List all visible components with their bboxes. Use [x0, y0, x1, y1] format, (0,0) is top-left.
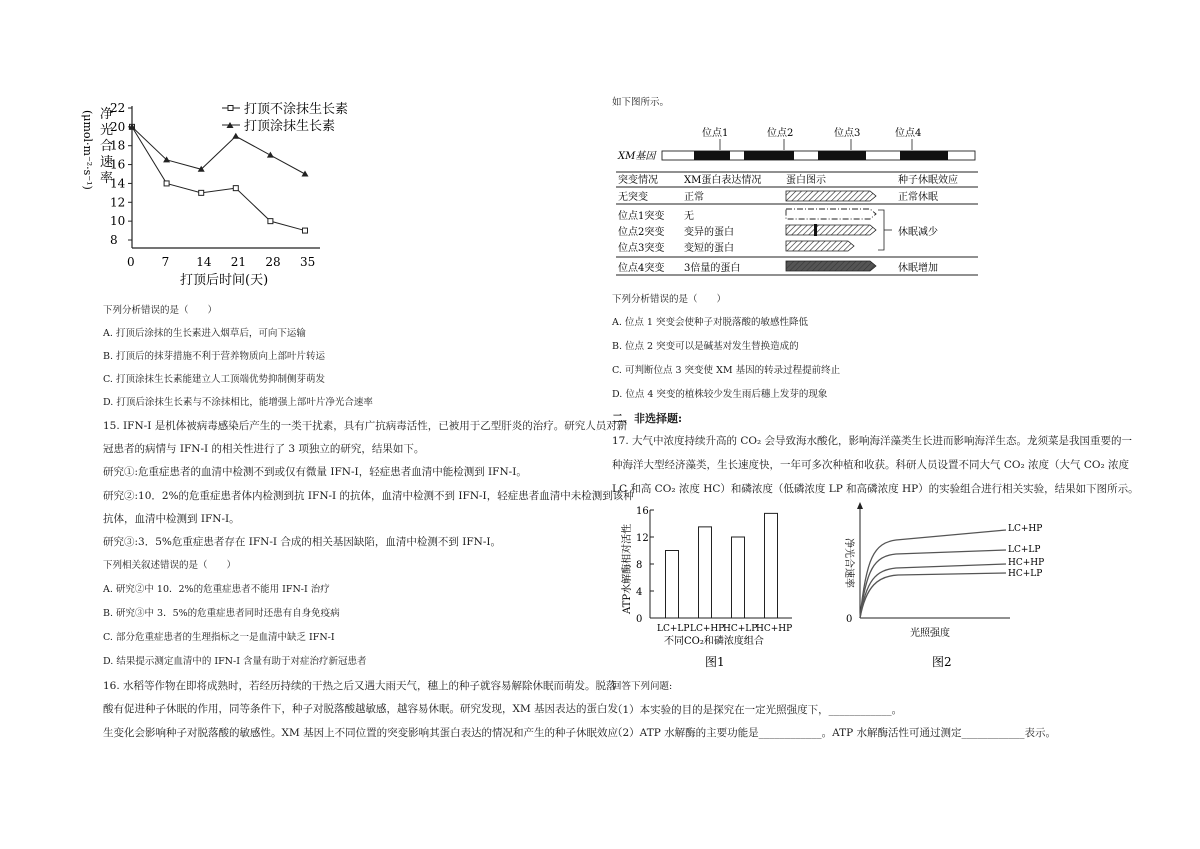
- table-header: 蛋白图示: [786, 175, 826, 186]
- bar: [765, 513, 778, 618]
- q16-option-c[interactable]: C. 可判断位点 3 突变使 XM 基因的转录过程提前终止: [612, 365, 841, 376]
- q15-line: 抗体，血清中检测到 IFN-I。: [103, 513, 240, 525]
- data-point-triangle: [302, 171, 309, 177]
- row-expression: 无: [684, 211, 694, 222]
- bar: [732, 537, 745, 618]
- row-mutation: 位点4突变: [618, 263, 665, 274]
- y-tick-label: 8: [636, 560, 643, 571]
- x-tick-label: 21: [230, 255, 247, 269]
- row-mutation: 位点2突变: [618, 227, 665, 238]
- fig2-origin: 0: [846, 614, 853, 625]
- q15-option-c[interactable]: C. 部分危重症患者的生理指标之一是血清中缺乏 IFN-I: [103, 632, 335, 643]
- q15-option-a[interactable]: A. 研究②中 10．2%的危重症患者不能用 IFN-I 治疗: [103, 584, 330, 595]
- table-header: 种子休眠效应: [898, 175, 958, 186]
- subquestion-1[interactable]: （1）本实验的目的是探究在一定光照强度下，____________。: [612, 704, 903, 716]
- y-tick-label: 4: [636, 587, 643, 598]
- site-label: 位点1: [702, 128, 729, 139]
- row-effect: 休眠减少: [898, 227, 938, 238]
- fig1-caption: 图1: [705, 655, 725, 669]
- q15-line: 冠患者的病情与 IFN-I 的相关性进行了 3 项独立的研究，结果如下。: [103, 443, 425, 455]
- protein-absent: [786, 209, 876, 219]
- q16-option-b[interactable]: B. 位点 2 突变可以是碱基对发生替换造成的: [612, 341, 799, 352]
- q17-line: LC 和高 CO₂ 浓度 HC）和磷浓度（低磷浓度 LP 和高磷浓度 HP）的实验组合进行相关实验，结果如下图所示。: [612, 483, 1139, 495]
- category-label: HC+LP: [723, 624, 758, 634]
- data-point-square: [303, 228, 308, 233]
- q14-prompt: 下列分析错误的是（ ）: [103, 305, 218, 316]
- q14-option-c[interactable]: C. 打顶涂抹生长素能建立人工顶端优势抑制侧芽萌发: [103, 374, 325, 385]
- y-tick-label: 16: [636, 506, 649, 517]
- site-label: 位点2: [767, 128, 794, 139]
- section-heading: 二、非选择题:: [612, 412, 683, 425]
- legend-no-auxin: 打顶不涂抹生长素: [244, 102, 349, 117]
- data-point-square: [233, 186, 238, 191]
- legend-lc-hp: LC+HP: [1008, 524, 1043, 534]
- table-header: XM蛋白表达情况: [684, 175, 762, 186]
- q14-option-b[interactable]: B. 打顶后的抹芽措施不利于营养物质向上部叶片转运: [103, 351, 326, 362]
- table-header: 突变情况: [618, 175, 658, 186]
- site-label: 位点3: [834, 128, 861, 139]
- fig1-xlabel: 不同CO₂和磷浓度组合: [664, 636, 764, 647]
- atp-hydrolase-bar-chart: [612, 498, 812, 674]
- y-tick-label: 22: [110, 101, 126, 115]
- q16-intro: 如下图所示。: [612, 97, 670, 108]
- q15-line: 研究③:3．5%危重症患者存在 IFN-I 合成的相关基因缺陷，血清中检测不到 IFN-I。: [103, 536, 502, 548]
- answer-prompt: 回答下列问题:: [612, 681, 673, 692]
- ylabel-char: 光: [100, 123, 114, 138]
- data-point-square: [164, 181, 169, 186]
- y-tick-label: 14: [110, 176, 126, 191]
- q16-prompt: 下列分析错误的是（ ）: [612, 294, 727, 305]
- ylabel-unit: (μmol·m⁻²·s⁻¹): [81, 110, 94, 190]
- q14-option-d[interactable]: D. 打顶后涂抹生长素与不涂抹相比，能增强上部叶片净光合速率: [103, 397, 373, 408]
- x-tick-label: 35: [300, 255, 316, 269]
- curve-hc-hp: [860, 564, 1006, 618]
- y-tick-label: 12: [636, 533, 649, 544]
- ylabel-char: 合: [100, 139, 114, 154]
- data-point-square: [268, 219, 273, 224]
- chart1-legend: [222, 101, 348, 134]
- row-effect: 休眠增加: [898, 263, 938, 274]
- row-mutation: 位点3突变: [618, 243, 665, 254]
- row-expression: 正常: [684, 192, 704, 203]
- bar: [666, 551, 679, 619]
- row-mutation: 无突变: [618, 192, 648, 203]
- row-expression: 3倍量的蛋白: [684, 263, 741, 274]
- fig1-ylabel: ATP水解酶相对活性: [622, 523, 633, 614]
- legend-hc-lp: HC+LP: [1008, 569, 1043, 579]
- q16-line: 酸有促进种子休眠的作用，同等条件下，种子对脱落酸越敏感，越容易休眠。研究发现，XM 基因表达的蛋白发: [103, 703, 619, 715]
- q17-line: 17. 大气中浓度持续升高的 CO₂ 会导致海水酸化，影响海洋藻类生长进而影响海洋生态。龙须菜是我国重要的一: [612, 435, 1133, 447]
- q16-line: 生变化会影响种子对脱落酸的敏感性。XM 基因上不同位置的突变影响其蛋白表达的情况和产生的种子休眠效应: [103, 727, 619, 739]
- subquestion-2[interactable]: （2）ATP 水解酶的主要功能是____________。ATP 水解酶活性可通过测定____________表示。: [612, 727, 1057, 739]
- protein-normal: [786, 191, 876, 201]
- row-expression: 变短的蛋白: [684, 243, 734, 254]
- legend-hc-hp: HC+HP: [1008, 558, 1045, 568]
- q15-line: 研究②:10．2%的危重症患者体内检测到抗 IFN-I 的抗体，血清中检测不到 IFN-I，轻症患者血清中未检测到该种: [103, 490, 634, 502]
- y-tick-label: 0: [636, 614, 643, 625]
- gene-label: XM基因: [618, 151, 656, 162]
- protein-variant: [786, 225, 876, 235]
- legend-lc-lp: LC+LP: [1008, 545, 1041, 555]
- q15-line: 研究①:危重症患者的血清中检测不到或仅有微量 IFN-I，轻症患者血清中能检测到 IFN-I。: [103, 466, 527, 478]
- q16-option-d[interactable]: D. 位点 4 突变的植株较少发生雨后穗上发芽的现象: [612, 389, 828, 400]
- data-point-square: [199, 190, 204, 195]
- q16-line: 16. 水稻等作物在即将成熟时，若经历持续的干热之后又遇大雨天气，穗上的种子就容易解除休眠而萌发。脱落: [103, 680, 617, 692]
- fig2-ylabel: 净光合速率: [843, 538, 854, 588]
- category-label: HC+HP: [756, 624, 793, 634]
- photosynthesis-light-curves: [826, 498, 1045, 674]
- row-effect: 正常休眠: [898, 192, 938, 203]
- curve-hc-lp: [860, 573, 1006, 618]
- xm-gene-diagram: [612, 120, 982, 280]
- fig2-caption: 图2: [932, 655, 952, 669]
- q15-line: 15. IFN-I 是机体被病毒感染后产生的一类干扰素，具有广抗病毒活性，已被用于乙型肝炎的治疗。研究人员对新: [103, 420, 628, 432]
- y-tick-label: 20: [110, 119, 126, 134]
- ylabel-char: 率: [100, 171, 114, 186]
- data-point-triangle: [267, 152, 274, 158]
- ylabel-char: 净: [100, 107, 114, 122]
- photosynthesis-line-chart: [70, 98, 390, 298]
- curve-lc-lp: [860, 550, 1006, 618]
- protein-short: [786, 241, 854, 251]
- q15-option-d[interactable]: D. 结果提示测定血清中的 IFN-I 含量有助于对症治疗新冠患者: [103, 656, 367, 667]
- ylabel-char: 速: [100, 155, 114, 170]
- legend-with-auxin: 打顶涂抹生长素: [244, 119, 336, 134]
- site-label: 位点4: [895, 128, 922, 139]
- y-tick-label: 16: [110, 157, 126, 172]
- x-tick-label: 7: [161, 255, 170, 269]
- q15-option-b[interactable]: B. 研究③中 3．5%的危重症患者同时还患有自身免疫病: [103, 608, 340, 619]
- data-point-triangle: [232, 133, 239, 139]
- chart1-xlabel: 打顶后时间(天): [180, 273, 269, 288]
- bar: [699, 527, 712, 618]
- x-tick-label: 28: [265, 255, 281, 269]
- y-tick-label: 8: [110, 233, 118, 247]
- row-expression: 变异的蛋白: [684, 227, 734, 238]
- q14-option-a[interactable]: A. 打顶后涂抹的生长素进入烟草后，可向下运输: [103, 328, 306, 339]
- x-tick-label: 0: [127, 255, 135, 269]
- x-tick-label: 14: [196, 255, 212, 269]
- row-mutation: 位点1突变: [618, 211, 665, 222]
- category-label: LC+HP: [690, 624, 725, 634]
- q17-line: 种海洋大型经济藻类，生长速度快，一年可多次种植和收获。科研人员设置不同大气 CO₂ 浓度（大气 CO₂ 浓度: [612, 459, 1130, 471]
- q16-option-a[interactable]: A. 位点 1 突变会使种子对脱落酸的敏感性降低: [612, 317, 808, 328]
- y-tick-label: 12: [110, 195, 126, 210]
- fig2-xlabel: 光照强度: [910, 628, 950, 639]
- q15-prompt: 下列相关叙述错误的是（ ）: [103, 560, 237, 571]
- category-label: LC+LP: [657, 624, 690, 634]
- chart1-ylabel: [81, 107, 113, 190]
- y-tick-label: 18: [110, 138, 126, 153]
- series-line: [132, 127, 305, 231]
- y-tick-label: 10: [110, 214, 126, 229]
